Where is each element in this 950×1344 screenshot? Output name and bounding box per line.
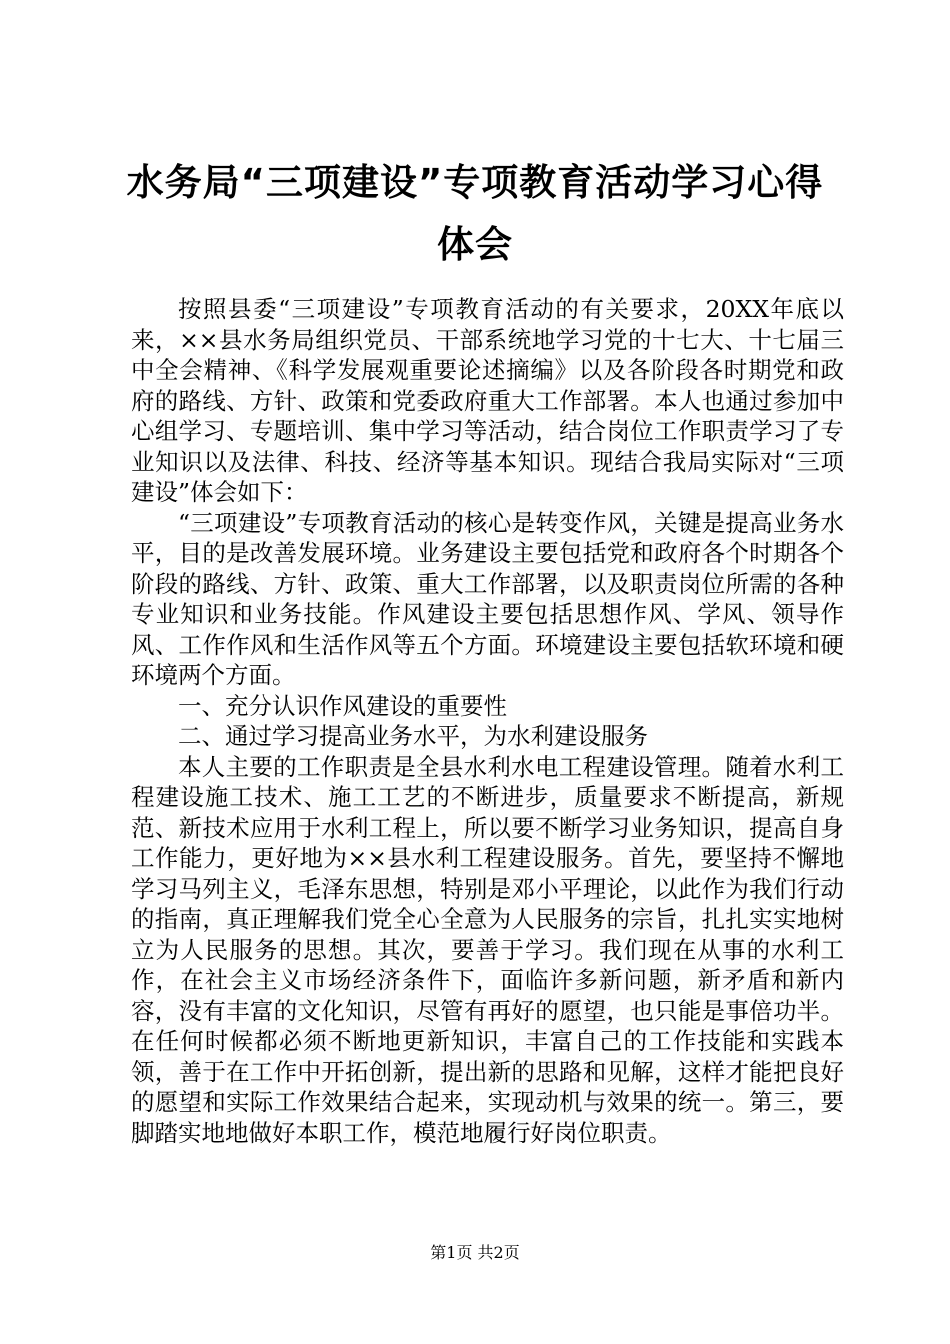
page-number-footer: 第1页 共2页 — [430, 1243, 520, 1262]
paragraph-duties: 本人主要的工作职责是全县水利水电工程建设管理。随着水利工程建设施工技术、施工工艺的不断进步，质量要求不断提高，新规范、新技术应用于水利工程上，所以要不断学习业务知识，提高自身工作能力，更好地为××县水利工程建设服务。首先，要坚持不懈地学习马列主义，毛泽东思想，特别是邓小平理论，以此作为我们行动的指南，真正理解我们党全心全意为人民服务的宗旨，扎扎实实地树立为人民服务的思想。其次，要善于学习。我们现在从事的水利工作，在社会主义市场经济条件下，面临许多新问题，新矛盾和新内容，没有丰富的文化知识，尽管有再好的愿望，也只能是事倍功半。在任何时候都必须不断地更新知识，丰富自己的工作技能和实践本领，善于在工作中开拓创新，提出新的思路和见解，这样才能把良好的愿望和实际工作效果结合起来，实现动机与效果的统一。第三，要脚踏实地地做好本职工作，模范地履行好岗位职责。 — [131, 752, 844, 1147]
section-heading-1: 一、充分认识作风建设的重要性 — [178, 691, 507, 720]
paragraph-core: “三项建设”专项教育活动的核心是转变作风，关键是提高业务水平，目的是改善发展环境。业务建设主要包括党和政府各个时期各个阶段的路线、方针、政策、重大工作部署，以及职责岗位所需的各种专业知识和业务技能。作风建设主要包括思想作风、学风、领导作风、工作作风和生活作风等五个方面。环境建设主要包括软环境和硬环境两个方面。 — [131, 508, 844, 689]
paragraph-intro: 按照县委“三项建设”专项教育活动的有关要求，20XX年底以来，××县水务局组织党员、干部系统地学习党的十七大、十七届三中全会精神、《科学发展观重要论述摘编》以及各阶段各时期党和政府的路线、方针、政策和党委政府重大工作部署。本人也通过参加中心组学习、专题培训、集中学习等活动，结合岗位工作职责学习了专业知识以及法律、科技、经济等基本知识。现结合我局实际对“三项建设”体会如下： — [131, 295, 844, 506]
document-title: 水务局“三项建设”专项教育活动学习心得体会 — [126, 161, 824, 266]
document-body — [131, 294, 844, 1148]
section-heading-2: 二、通过学习提高业务水平，为水利建设服务 — [178, 722, 648, 750]
